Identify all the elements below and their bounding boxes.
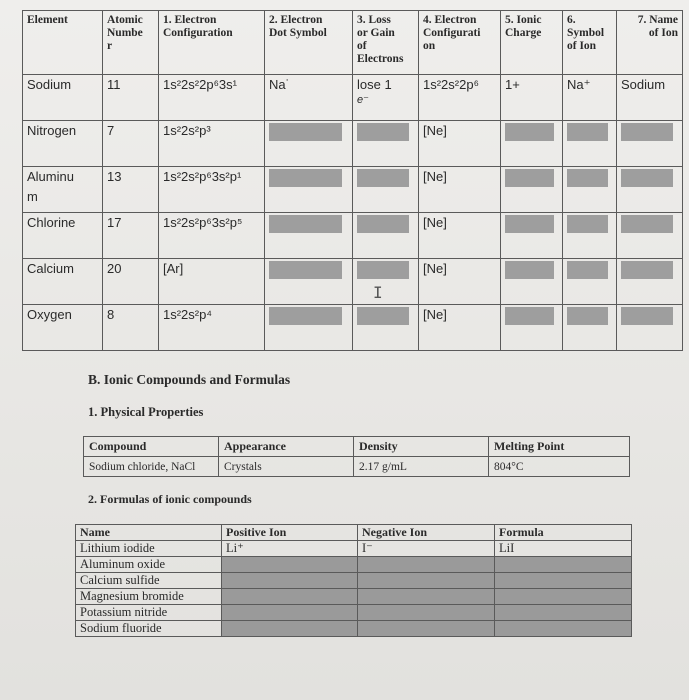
charge-cell — [501, 213, 563, 259]
name-cell: Calcium sulfide — [76, 573, 222, 589]
header-formula: Formula — [495, 525, 632, 541]
atomic-number-cell: 11 — [103, 75, 159, 121]
density-cell: 2.17 g/mL — [354, 457, 489, 477]
atomic-number-cell: 20 — [103, 259, 159, 305]
name-cell: Sodium — [617, 75, 683, 121]
ion-config-cell: [Ne] — [419, 213, 501, 259]
atomic-number-cell: 8 — [103, 305, 159, 351]
ion-config-cell: [Ne] — [419, 121, 501, 167]
ion-config-cell: [Ne] — [419, 305, 501, 351]
physical-properties-heading: 1. Physical Properties — [88, 405, 204, 419]
negative-ion-cell — [358, 589, 495, 605]
config-cell: 1s²2s²2p⁶3s¹ — [159, 75, 265, 121]
redacted-block — [621, 307, 673, 325]
table-row — [76, 541, 632, 557]
table-header-row — [23, 11, 683, 75]
appearance-cell: Crystals — [219, 457, 354, 477]
redacted-block — [269, 169, 342, 187]
redacted-block — [567, 123, 608, 141]
redacted-block — [505, 123, 554, 141]
negative-ion-cell: I⁻ — [358, 541, 495, 557]
table-row — [84, 457, 630, 477]
redacted-block — [357, 169, 409, 187]
name-cell: Aluminum oxide — [76, 557, 222, 573]
negative-ion-cell — [358, 621, 495, 637]
dot-cell — [265, 305, 353, 351]
element-cell: Sodium — [23, 75, 103, 121]
loss-gain-cell: lose 1 e⁻ — [353, 75, 419, 121]
redacted-block — [269, 261, 342, 279]
atomic-number-cell: 17 — [103, 213, 159, 259]
header-negative-ion: Negative Ion — [358, 525, 495, 541]
formulas-heading: 2. Formulas of ionic compounds — [88, 492, 252, 506]
symbol-cell — [563, 167, 617, 213]
formula-cell: LiI — [495, 541, 632, 557]
dot-cell — [265, 259, 353, 305]
name-cell — [617, 167, 683, 213]
header-ion-config: 4. Electron Configurati on — [419, 11, 501, 75]
config-cell: 1s²2s²p⁴ — [159, 305, 265, 351]
header-melting-point: Melting Point — [489, 437, 630, 457]
redacted-block — [505, 215, 554, 233]
config-cell: 1s²2s²p⁶3s²p⁵ — [159, 213, 265, 259]
table-row — [23, 75, 683, 121]
table-header-row — [76, 525, 632, 541]
name-cell — [617, 305, 683, 351]
redacted-block — [567, 261, 608, 279]
charge-cell — [501, 121, 563, 167]
redacted-block — [269, 123, 342, 141]
table-row — [76, 573, 632, 589]
loss-gain-cell — [353, 121, 419, 167]
compound-cell: Sodium chloride, NaCl — [84, 457, 219, 477]
header-ion-name: 7. Name of Ion — [617, 11, 683, 75]
ion-config-cell: 1s²2s²2p⁶ — [419, 75, 501, 121]
positive-ion-cell — [222, 621, 358, 637]
redacted-block — [621, 261, 673, 279]
element-cell: Nitrogen — [23, 121, 103, 167]
redacted-block — [567, 307, 608, 325]
header-element: Element — [23, 11, 103, 75]
header-atomic-number: Atomic Numbe r — [103, 11, 159, 75]
table-row — [76, 605, 632, 621]
positive-ion-cell — [222, 605, 358, 621]
header-config: 1. Electron Configuration — [159, 11, 265, 75]
charge-cell — [501, 305, 563, 351]
positive-ion-cell: Li⁺ — [222, 541, 358, 557]
table-row — [76, 589, 632, 605]
loss-gain-cell — [353, 259, 419, 305]
formulas-table — [75, 524, 632, 637]
symbol-cell — [563, 259, 617, 305]
loss-gain-cell — [353, 213, 419, 259]
atomic-number-cell: 7 — [103, 121, 159, 167]
name-cell: Potassium nitride — [76, 605, 222, 621]
dot-cell — [265, 121, 353, 167]
redacted-block — [567, 215, 608, 233]
header-ion-symbol: 6. Symbol of Ion — [563, 11, 617, 75]
dot-cell — [265, 167, 353, 213]
symbol-cell: Na⁺ — [563, 75, 617, 121]
redacted-block — [269, 307, 342, 325]
redacted-block — [357, 215, 409, 233]
redacted-block — [505, 169, 554, 187]
header-name: Name — [76, 525, 222, 541]
name-cell — [617, 259, 683, 305]
table-row — [76, 621, 632, 637]
symbol-cell — [563, 213, 617, 259]
positive-ion-cell — [222, 589, 358, 605]
symbol-cell — [563, 121, 617, 167]
redacted-block — [357, 261, 409, 279]
element-cell: Aluminu m — [23, 167, 103, 213]
name-cell: Lithium iodide — [76, 541, 222, 557]
formula-cell — [495, 605, 632, 621]
dot-cell — [265, 213, 353, 259]
ion-config-cell: [Ne] — [419, 259, 501, 305]
charge-cell — [501, 259, 563, 305]
loss-gain-cell — [353, 167, 419, 213]
header-compound: Compound — [84, 437, 219, 457]
name-cell — [617, 121, 683, 167]
charge-cell: 1+ — [501, 75, 563, 121]
table-row — [23, 213, 683, 259]
header-density: Density — [354, 437, 489, 457]
config-cell: 1s²2s²p³ — [159, 121, 265, 167]
loss-gain-cell — [353, 305, 419, 351]
element-cell: Calcium — [23, 259, 103, 305]
ion-config-cell: [Ne] — [419, 167, 501, 213]
formula-cell — [495, 557, 632, 573]
atomic-number-cell: 13 — [103, 167, 159, 213]
redacted-block — [505, 307, 554, 325]
config-cell: 1s²2s²p⁶3s²p¹ — [159, 167, 265, 213]
formula-cell — [495, 573, 632, 589]
table-row — [23, 121, 683, 167]
physical-properties-table — [83, 436, 630, 477]
ion-table — [22, 10, 683, 351]
negative-ion-cell — [358, 605, 495, 621]
symbol-cell — [563, 305, 617, 351]
table-row — [76, 557, 632, 573]
text-cursor-icon: I — [373, 283, 383, 302]
positive-ion-cell — [222, 573, 358, 589]
header-dot-symbol: 2. Electron Dot Symbol — [265, 11, 353, 75]
charge-cell — [501, 167, 563, 213]
name-cell: Sodium fluoride — [76, 621, 222, 637]
formula-cell — [495, 589, 632, 605]
redacted-block — [357, 307, 409, 325]
redacted-block — [269, 215, 342, 233]
element-cell: Chlorine — [23, 213, 103, 259]
melting-point-cell: 804°C — [489, 457, 630, 477]
header-appearance: Appearance — [219, 437, 354, 457]
header-loss-gain: 3. Loss or Gain of Electrons — [353, 11, 419, 75]
table-header-row — [84, 437, 630, 457]
redacted-block — [567, 169, 608, 187]
formula-cell — [495, 621, 632, 637]
name-cell — [617, 213, 683, 259]
header-ionic-charge: 5. Ionic Charge — [501, 11, 563, 75]
redacted-block — [621, 169, 673, 187]
config-cell: [Ar] — [159, 259, 265, 305]
element-cell: Oxygen — [23, 305, 103, 351]
negative-ion-cell — [358, 557, 495, 573]
negative-ion-cell — [358, 573, 495, 589]
redacted-block — [357, 123, 409, 141]
positive-ion-cell — [222, 557, 358, 573]
dot-cell: Na˙ — [265, 75, 353, 121]
redacted-block — [621, 215, 673, 233]
table-row — [23, 167, 683, 213]
header-positive-ion: Positive Ion — [222, 525, 358, 541]
redacted-block — [505, 261, 554, 279]
redacted-block — [621, 123, 673, 141]
table-row — [23, 259, 683, 305]
table-row — [23, 305, 683, 351]
name-cell: Magnesium bromide — [76, 589, 222, 605]
section-b-title: B. Ionic Compounds and Formulas — [88, 372, 291, 387]
